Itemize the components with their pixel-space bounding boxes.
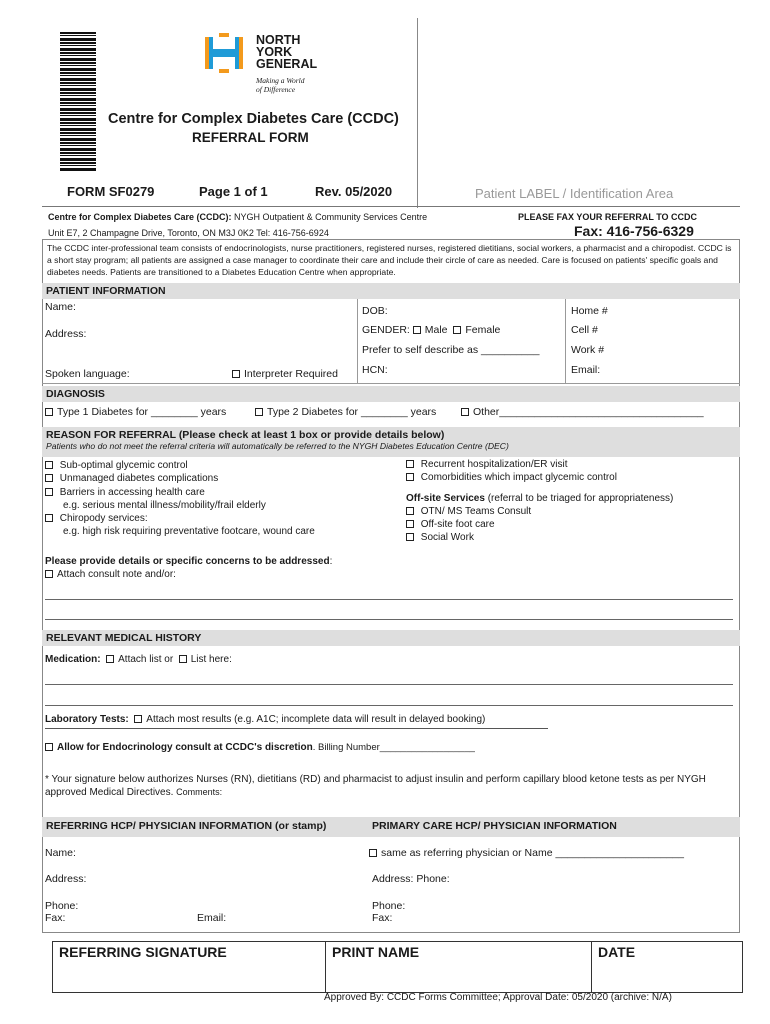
chiropody-checkbox[interactable]: Chiropody services: (45, 512, 315, 525)
reason-option[interactable]: Sub-optimal glycemic control (45, 459, 315, 472)
spoken-language-field[interactable]: Spoken language: (45, 368, 130, 380)
endo-consult-checkbox[interactable] (45, 743, 53, 751)
patient-heading: PATIENT INFORMATION (42, 283, 740, 299)
medication-line-1[interactable] (45, 684, 733, 685)
details-prompt: Please provide details or specific concerns to be addressed: (45, 556, 333, 567)
reason-heading: REASON FOR REFERRAL (Please check at least 1 box or provide details below) Patients who do not meet the referral criteria will automatically be referred to the NYGH Diabetes Education Centre (DEC) (42, 427, 740, 457)
patient-bottom-rule (42, 383, 740, 384)
offsite-option[interactable]: Off-site foot care (406, 518, 673, 531)
reason-sub-text: e.g. serious mental illness/mobility/frail elderly (63, 499, 266, 511)
lab-row: Laboratory Tests: Attach most results (e.g. A1C; incomplete data will result in delayed booking) (45, 714, 486, 725)
dob-field[interactable]: DOB: (362, 305, 388, 317)
header-divider (417, 18, 418, 208)
list-here-checkbox[interactable] (179, 655, 187, 663)
female-checkbox[interactable] (453, 326, 461, 334)
authorization-note: * Your signature below authorizes Nurses (RN), dietitians (RD) and pharmacist to adjust insulin and perform capillary blood ketone tests as per NYGH approved Medical Directives. Comments: (45, 774, 706, 798)
intro-text: The CCDC inter-professional team consists of endocrinologists, nurse practitioners, registered nurses, registered dietitians, social workers, a pharmacist and a chiropodist. CCDC is a short stay program; all patients are assigned a case manager to coordinate their care and include their circle of care as needed. Care is focused on patients' specific goals and diabetes needs. Patients are transitioned to a Diabetes Education Centre when appropriate. (42, 239, 740, 280)
primary-phone-field[interactable]: Phone: (372, 900, 406, 912)
referring-hcp-heading: REFERRING HCP/ PHYSICIAN INFORMATION (or stamp) (46, 820, 327, 832)
offsite-heading: Off-site Services (referral to be triaged for appropriateness) (406, 492, 674, 504)
referring-address-field[interactable]: Address: (45, 873, 87, 885)
chiropody-sub-text: e.g. high risk requiring preventative footcare, wound care (63, 526, 315, 538)
referring-contact (45, 900, 78, 924)
billing-number-field[interactable]: . Billing Number__________________ (312, 742, 475, 753)
logo-wordmark: NORTH YORK GENERAL (256, 33, 318, 71)
offsite-option[interactable]: Social Work (406, 531, 673, 544)
history-heading: RELEVANT MEDICAL HISTORY (42, 630, 740, 646)
gender-field[interactable]: GENDER: Male Female (362, 324, 501, 336)
lab-attach-checkbox[interactable] (134, 715, 142, 723)
reason-option[interactable]: Barriers in accessing health care (45, 486, 315, 499)
primary-hcp-heading: PRIMARY CARE HCP/ PHYSICIAN INFORMATION (372, 820, 617, 832)
diagnosis-heading: DIAGNOSIS (42, 386, 740, 402)
referring-name-field[interactable]: Name: (45, 847, 76, 859)
lab-underline (45, 728, 548, 729)
patient-label-area: Patient LABEL / Identification Area (475, 186, 674, 201)
form-title: Centre for Complex Diabetes Care (CCDC) (108, 111, 399, 127)
patient-col-divider-1 (357, 299, 358, 383)
endo-consult-row: Allow for Endocrinology consult at CCDC's discretion. Billing Number__________________ (45, 742, 475, 753)
print-name-cell[interactable]: PRINT NAME (326, 942, 592, 992)
centre-name: Centre for Complex Diabetes Care (CCDC): NYGH Outpatient & Community Services Centre (48, 212, 428, 222)
male-checkbox[interactable] (413, 326, 421, 334)
fax-note: PLEASE FAX YOUR REFERRAL TO CCDC (518, 212, 698, 222)
approval-footer: Approved By: CCDC Forms Committee; Approval Date: 05/2020 (archive: N/A) (324, 992, 672, 1003)
logo-tagline: Making a World of Difference (256, 76, 305, 94)
header-rule (42, 206, 740, 207)
same-as-referring-checkbox[interactable]: same as referring physician or Name ______________________ (369, 847, 684, 859)
attach-consult-checkbox[interactable]: Attach consult note and/or: (45, 569, 176, 580)
primary-address-field[interactable]: Address: Phone: (372, 873, 450, 885)
reason-note: Patients who do not meet the referral criteria will automatically be referred to the NYGH Diabetes Education Centre (DEC) (46, 441, 509, 451)
barcode (60, 32, 96, 172)
date-cell[interactable]: DATE (598, 944, 636, 960)
medication-row: Medication: Attach list or List here: (45, 654, 232, 665)
referring-signature-cell[interactable]: REFERRING SIGNATURE (53, 942, 326, 992)
other-checkbox[interactable]: Other___________________________________ (461, 406, 704, 418)
primary-contact (372, 900, 405, 924)
reason-option[interactable]: Recurrent hospitalization/ER visit (406, 458, 673, 471)
centre-address: Unit E7, 2 Champagne Drive, Toronto, ON M3J 0K2 Tel: 416-756-6924 (48, 228, 329, 238)
page-number: Page 1 of 1 (199, 184, 268, 199)
hcn-field[interactable]: HCN: (362, 364, 388, 376)
revision: Rev. 05/2020 (315, 184, 393, 199)
referring-fax-field[interactable]: Fax: (45, 912, 66, 924)
patient-address-field[interactable]: Address: (45, 328, 87, 340)
patient-name-field[interactable]: Name: (45, 301, 76, 313)
reason-right-list (406, 458, 673, 545)
details-line-1[interactable] (45, 599, 733, 600)
patient-col-divider-2 (565, 299, 566, 383)
reason-left-list (45, 459, 315, 539)
reason-option[interactable]: Unmanaged diabetes complications (45, 472, 315, 485)
self-describe-field[interactable]: Prefer to self describe as __________ (362, 344, 540, 356)
nygh-logo-icon (205, 33, 247, 73)
reason-option[interactable]: Comorbidities which impact glycemic control (406, 471, 673, 484)
type1-checkbox[interactable]: Type 1 Diabetes for ________ years (45, 406, 226, 418)
email-field[interactable]: Email: (571, 364, 601, 376)
type2-checkbox[interactable]: Type 2 Diabetes for ________ years (255, 406, 436, 418)
fax-number: Fax: 416-756-6329 (574, 223, 694, 239)
details-line-2[interactable] (45, 619, 733, 620)
attach-list-checkbox[interactable] (106, 655, 114, 663)
form-number: FORM SF0279 (67, 184, 155, 199)
medication-line-2[interactable] (45, 705, 733, 706)
offsite-option[interactable]: OTN/ MS Teams Consult (406, 505, 673, 518)
primary-fax-field[interactable]: Fax: (372, 912, 393, 924)
interpreter-checkbox[interactable]: Interpreter Required (232, 368, 338, 380)
referring-email-field[interactable]: Email: (197, 912, 227, 924)
form-subtitle: REFERRAL FORM (192, 130, 309, 145)
home-phone-field[interactable]: Home # (571, 305, 608, 317)
cell-phone-field[interactable]: Cell # (571, 324, 598, 336)
work-phone-field[interactable]: Work # (571, 344, 605, 356)
referring-phone-field[interactable]: Phone: (45, 900, 79, 912)
signature-table (52, 941, 743, 993)
